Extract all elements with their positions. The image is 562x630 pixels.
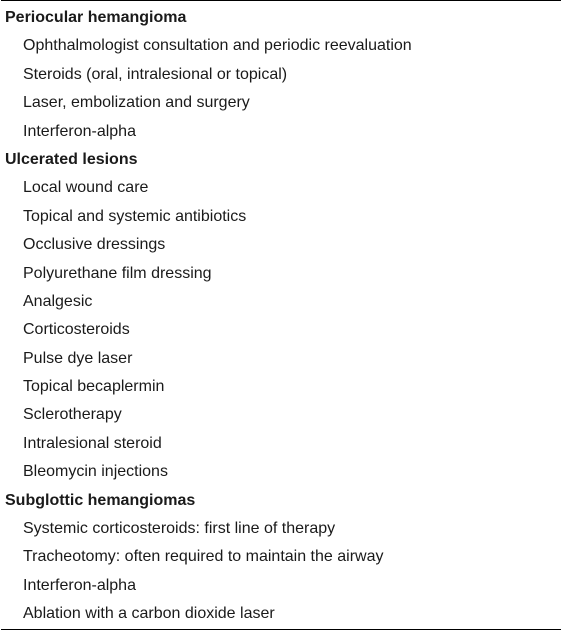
list-item: Analgesic xyxy=(23,292,93,310)
list-item: Tracheotomy: often required to maintain the airway xyxy=(23,548,384,566)
list-item: Local wound care xyxy=(23,179,149,197)
list-item: Steroids (oral, intralesional or topical) xyxy=(23,65,288,83)
list-item: Interferon-alpha xyxy=(23,122,136,140)
list-item: Intralesional steroid xyxy=(23,434,162,452)
list-item: Pulse dye laser xyxy=(23,349,133,367)
list-item: Interferon-alpha xyxy=(23,576,136,594)
list-item: Systemic corticosteroids: first line of therapy xyxy=(23,520,336,538)
list-item: Ophthalmologist consultation and periodic reevaluation xyxy=(23,37,412,55)
list-item: Bleomycin injections xyxy=(23,463,168,481)
section-subglottic-hemangiomas xyxy=(1,487,561,629)
list-item: Polyurethane film dressing xyxy=(23,264,212,282)
section-heading: Periocular hemangioma xyxy=(5,9,187,26)
section-periocular-hemangioma xyxy=(1,4,561,146)
section-heading: Ulcerated lesions xyxy=(5,150,138,168)
list-item: Topical and systemic antibiotics xyxy=(23,207,247,225)
list-item: Sclerotherapy xyxy=(23,406,122,424)
section-ulcerated-lesions xyxy=(1,146,561,487)
list-item: Occlusive dressings xyxy=(23,236,166,254)
list-item: Topical becaplermin xyxy=(23,378,165,396)
list-item: Corticosteroids xyxy=(23,321,130,339)
section-heading: Subglottic hemangiomas xyxy=(5,491,196,509)
list-item: Ablation with a carbon dioxide laser xyxy=(23,605,275,623)
list-item: Laser, embolization and surgery xyxy=(23,94,250,112)
treatment-table xyxy=(1,0,561,630)
